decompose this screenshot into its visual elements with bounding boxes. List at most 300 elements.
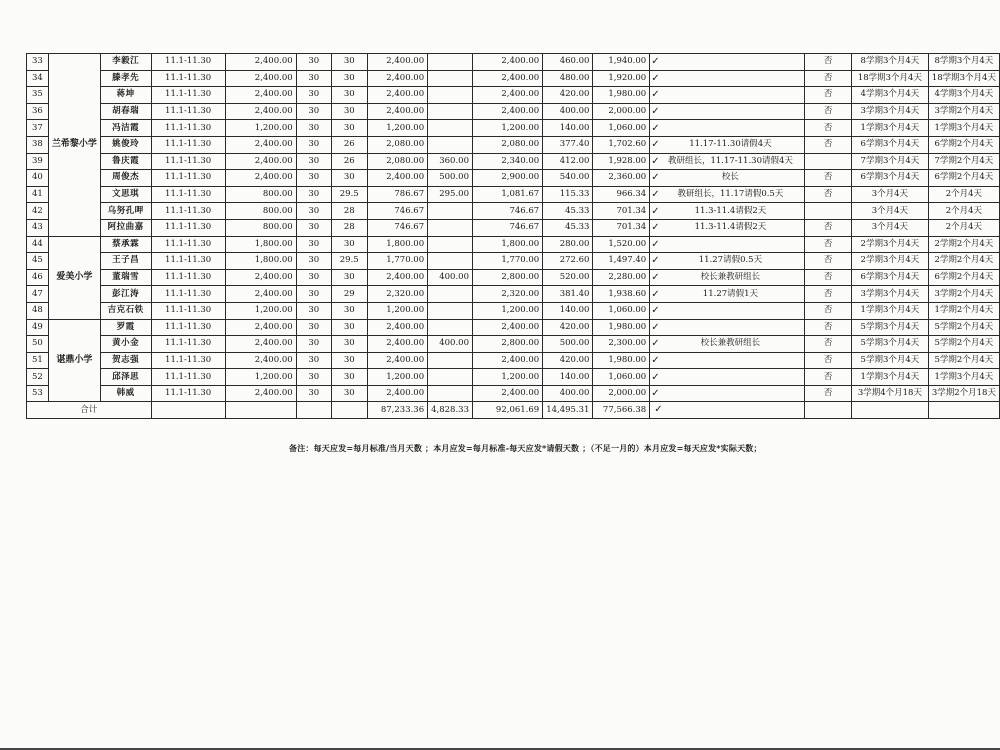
remark [650, 253, 805, 270]
net-pay: 966.34 [593, 186, 650, 203]
salary-table [26, 53, 1000, 419]
gross-pay: 1,200.00 [472, 369, 542, 386]
actual-days: 29.5 [331, 253, 367, 270]
seniority-2: 7学期2个月4天 [928, 153, 999, 170]
monthly-standard: 2,400.00 [225, 54, 296, 71]
seniority-2: 3学期2个月4天 [928, 103, 999, 120]
seniority-1: 5学期3个月4天 [852, 352, 929, 369]
actual-days: 29 [331, 286, 367, 303]
base-pay: 1,770.00 [367, 253, 428, 270]
teacher-name: 鲁庆霞 [100, 153, 151, 170]
deduction: 480.00 [543, 70, 593, 87]
gross-pay: 2,400.00 [472, 319, 542, 336]
allowance [428, 219, 473, 236]
monthly-standard: 800.00 [225, 203, 296, 220]
flag: 否 [805, 54, 852, 71]
check-mark-icon: ✓ [651, 388, 660, 400]
remark-text: 校长 [721, 172, 739, 183]
base-pay: 2,400.00 [367, 70, 428, 87]
teacher-name: 蒋坤 [100, 87, 151, 104]
base-pay: 746.67 [367, 219, 428, 236]
seniority-1: 18学期3个月4天 [852, 70, 929, 87]
monthly-standard: 1,200.00 [225, 302, 296, 319]
teacher-name: 蔡承霖 [100, 236, 151, 253]
gross-pay: 2,400.00 [472, 385, 542, 402]
deduction: 115.33 [543, 186, 593, 203]
actual-days: 30 [331, 87, 367, 104]
check-mark-icon: ✓ [651, 338, 660, 350]
allowance: 400.00 [428, 336, 473, 353]
base-pay: 2,320.00 [367, 286, 428, 303]
row-number: 46 [27, 269, 49, 286]
month-days: 30 [296, 170, 331, 187]
deduction: 420.00 [543, 87, 593, 104]
allowance [428, 385, 473, 402]
flag: 否 [805, 385, 852, 402]
seniority-2: 2学期2个月4天 [928, 253, 999, 270]
base-pay: 2,400.00 [367, 269, 428, 286]
monthly-standard: 2,400.00 [225, 385, 296, 402]
row-number: 47 [27, 286, 49, 303]
table-row [27, 286, 1000, 303]
base-pay: 2,400.00 [367, 319, 428, 336]
remark-text: 11.27请假1天 [702, 288, 759, 299]
allowance [428, 203, 473, 220]
remark [650, 54, 805, 71]
actual-days: 30 [331, 103, 367, 120]
remark [650, 385, 805, 402]
net-pay: 2,300.00 [593, 336, 650, 353]
seniority-2: 2个月4天 [928, 186, 999, 203]
teacher-name: 董瑞雪 [100, 269, 151, 286]
seniority-2: 6学期2个月4天 [928, 136, 999, 153]
remark-text: 11.17-11.30请假4天 [689, 139, 772, 150]
base-pay: 2,400.00 [367, 385, 428, 402]
base-pay: 2,400.00 [367, 336, 428, 353]
pay-period: 11.1-11.30 [151, 153, 225, 170]
deduction: 377.40 [543, 136, 593, 153]
row-number: 36 [27, 103, 49, 120]
net-pay: 2,000.00 [593, 385, 650, 402]
deduction: 45.33 [543, 203, 593, 220]
table-row [27, 253, 1000, 270]
teacher-name: 吉克石铁 [100, 302, 151, 319]
remark-text: 11.3-11.4请假2天 [694, 205, 767, 216]
total-remark [650, 402, 805, 419]
monthly-standard: 1,800.00 [225, 253, 296, 270]
seniority-1: 2学期3个月4天 [852, 253, 929, 270]
remark-text: 11.27请假0.5天 [698, 255, 763, 266]
month-days: 30 [296, 87, 331, 104]
allowance [428, 54, 473, 71]
check-mark-icon: ✓ [651, 72, 660, 84]
remark-text: 校长兼教研组长 [700, 338, 761, 349]
flag: 否 [805, 103, 852, 120]
monthly-standard: 2,400.00 [225, 336, 296, 353]
flag: 否 [805, 87, 852, 104]
deduction: 45.33 [543, 219, 593, 236]
total-allowance: 4,828.33 [428, 402, 473, 419]
monthly-standard: 2,400.00 [225, 103, 296, 120]
deduction: 381.40 [543, 286, 593, 303]
allowance [428, 70, 473, 87]
net-pay: 2,280.00 [593, 269, 650, 286]
check-mark-icon: ✓ [651, 139, 660, 151]
actual-days: 30 [331, 170, 367, 187]
seniority-1: 6学期3个月4天 [852, 136, 929, 153]
check-mark-icon: ✓ [654, 404, 663, 416]
teacher-name: 罗霞 [100, 319, 151, 336]
check-mark-icon: ✓ [651, 155, 660, 167]
seniority-1: 1学期3个月4天 [852, 120, 929, 137]
month-days: 30 [296, 186, 331, 203]
actual-days: 30 [331, 269, 367, 286]
actual-days: 30 [331, 236, 367, 253]
net-pay: 701.34 [593, 203, 650, 220]
pay-period: 11.1-11.30 [151, 385, 225, 402]
gross-pay: 746.67 [472, 219, 542, 236]
gross-pay: 1,081.67 [472, 186, 542, 203]
deduction: 400.00 [543, 103, 593, 120]
deduction: 540.00 [543, 170, 593, 187]
actual-days: 28 [331, 219, 367, 236]
monthly-standard: 2,400.00 [225, 87, 296, 104]
net-pay: 1,520.00 [593, 236, 650, 253]
teacher-name: 彭江涛 [100, 286, 151, 303]
deduction: 460.00 [543, 54, 593, 71]
table-row [27, 352, 1000, 369]
flag: 否 [805, 170, 852, 187]
gross-pay: 1,200.00 [472, 120, 542, 137]
teacher-name: 冯洁霞 [100, 120, 151, 137]
month-days: 30 [296, 302, 331, 319]
gross-pay: 2,340.00 [472, 153, 542, 170]
total-row [27, 402, 1000, 419]
actual-days: 30 [331, 369, 367, 386]
seniority-1: 5学期3个月4天 [852, 319, 929, 336]
table-row [27, 120, 1000, 137]
deduction: 272.60 [543, 253, 593, 270]
total-label: 合计 [27, 402, 152, 419]
pay-period: 11.1-11.30 [151, 269, 225, 286]
remark-text: 校长兼教研组长 [700, 272, 761, 283]
gross-pay: 2,400.00 [472, 70, 542, 87]
net-pay: 1,928.00 [593, 153, 650, 170]
total-empty [296, 402, 331, 419]
row-number: 53 [27, 385, 49, 402]
actual-days: 30 [331, 120, 367, 137]
remark-text: 教研组长，11.17-11.30请假4天 [667, 155, 793, 166]
net-pay: 2,000.00 [593, 103, 650, 120]
seniority-1: 3个月4天 [852, 203, 929, 220]
month-days: 30 [296, 286, 331, 303]
flag: 否 [805, 302, 852, 319]
allowance [428, 87, 473, 104]
month-days: 30 [296, 136, 331, 153]
gross-pay: 1,200.00 [472, 302, 542, 319]
check-mark-icon: ✓ [651, 89, 660, 101]
monthly-standard: 2,400.00 [225, 286, 296, 303]
check-mark-icon: ✓ [651, 205, 660, 217]
allowance: 400.00 [428, 269, 473, 286]
teacher-name: 姚俊玲 [100, 136, 151, 153]
deduction: 400.00 [543, 385, 593, 402]
actual-days: 28 [331, 203, 367, 220]
base-pay: 2,400.00 [367, 170, 428, 187]
allowance [428, 103, 473, 120]
seniority-2: 8学期3个月4天 [928, 54, 999, 71]
teacher-name: 阿拉曲嘉 [100, 219, 151, 236]
table-row [27, 369, 1000, 386]
check-mark-icon: ✓ [651, 106, 660, 118]
teacher-name: 滕孝先 [100, 70, 151, 87]
row-number: 34 [27, 70, 49, 87]
seniority-1: 3学期3个月4天 [852, 103, 929, 120]
school-name: 爱美小学 [48, 236, 100, 319]
seniority-2: 1学期3个月4天 [928, 120, 999, 137]
total-net: 77,566.38 [593, 402, 650, 419]
month-days: 30 [296, 253, 331, 270]
remark [650, 170, 805, 187]
seniority-2: 3学期2个月4天 [928, 286, 999, 303]
school-name: 兰希黎小学 [48, 54, 100, 237]
seniority-2: 2学期2个月4天 [928, 236, 999, 253]
monthly-standard: 2,400.00 [225, 269, 296, 286]
table-row [27, 87, 1000, 104]
gross-pay: 2,400.00 [472, 87, 542, 104]
seniority-2: 1学期3个月4天 [928, 369, 999, 386]
net-pay: 1,938.60 [593, 286, 650, 303]
seniority-2: 6学期2个月4天 [928, 269, 999, 286]
teacher-name: 乌努孔呷 [100, 203, 151, 220]
allowance [428, 236, 473, 253]
remark [650, 352, 805, 369]
seniority-1: 3学期4个月18天 [852, 385, 929, 402]
monthly-standard: 2,400.00 [225, 136, 296, 153]
month-days: 30 [296, 369, 331, 386]
row-number: 45 [27, 253, 49, 270]
deduction: 280.00 [543, 236, 593, 253]
table-row [27, 170, 1000, 187]
remark [650, 103, 805, 120]
check-mark-icon: ✓ [651, 288, 660, 300]
flag: 否 [805, 70, 852, 87]
seniority-1: 5学期3个月4天 [852, 336, 929, 353]
seniority-1: 2学期3个月4天 [852, 236, 929, 253]
gross-pay: 2,400.00 [472, 54, 542, 71]
actual-days: 26 [331, 136, 367, 153]
table-row [27, 269, 1000, 286]
table-row [27, 219, 1000, 236]
row-number: 48 [27, 302, 49, 319]
month-days: 30 [296, 269, 331, 286]
month-days: 30 [296, 385, 331, 402]
gross-pay: 2,320.00 [472, 286, 542, 303]
seniority-2: 1学期2个月4天 [928, 302, 999, 319]
seniority-1: 1学期3个月4天 [852, 302, 929, 319]
pay-period: 11.1-11.30 [151, 186, 225, 203]
pay-period: 11.1-11.30 [151, 319, 225, 336]
flag: 否 [805, 319, 852, 336]
month-days: 30 [296, 103, 331, 120]
net-pay: 1,940.00 [593, 54, 650, 71]
flag: 否 [805, 269, 852, 286]
row-number: 33 [27, 54, 49, 71]
row-number: 41 [27, 186, 49, 203]
seniority-1: 8学期3个月4天 [852, 54, 929, 71]
table-row [27, 385, 1000, 402]
remark [650, 120, 805, 137]
month-days: 30 [296, 120, 331, 137]
total-empty [805, 402, 852, 419]
table-row [27, 103, 1000, 120]
row-number: 50 [27, 336, 49, 353]
row-number: 39 [27, 153, 49, 170]
base-pay: 1,200.00 [367, 302, 428, 319]
base-pay: 1,200.00 [367, 120, 428, 137]
month-days: 30 [296, 319, 331, 336]
deduction: 420.00 [543, 352, 593, 369]
allowance: 360.00 [428, 153, 473, 170]
pay-period: 11.1-11.30 [151, 286, 225, 303]
row-number: 44 [27, 236, 49, 253]
remark [650, 136, 805, 153]
month-days: 30 [296, 54, 331, 71]
total-gross: 92,061.69 [472, 402, 542, 419]
allowance [428, 352, 473, 369]
gross-pay: 2,800.00 [472, 269, 542, 286]
gross-pay: 2,900.00 [472, 170, 542, 187]
remark [650, 203, 805, 220]
monthly-standard: 2,400.00 [225, 319, 296, 336]
pay-period: 11.1-11.30 [151, 336, 225, 353]
base-pay: 746.67 [367, 203, 428, 220]
seniority-2: 6学期2个月4天 [928, 170, 999, 187]
check-mark-icon: ✓ [651, 56, 660, 68]
flag: 否 [805, 352, 852, 369]
net-pay: 1,980.00 [593, 87, 650, 104]
actual-days: 29.5 [331, 186, 367, 203]
row-number: 51 [27, 352, 49, 369]
base-pay: 2,400.00 [367, 87, 428, 104]
seniority-1: 7学期3个月4天 [852, 153, 929, 170]
table-body [27, 54, 1000, 419]
gross-pay: 2,400.00 [472, 352, 542, 369]
remark [650, 70, 805, 87]
allowance [428, 369, 473, 386]
check-mark-icon: ✓ [651, 189, 660, 201]
gross-pay: 1,800.00 [472, 236, 542, 253]
gross-pay: 746.67 [472, 203, 542, 220]
seniority-2: 2个月4天 [928, 203, 999, 220]
deduction: 140.00 [543, 302, 593, 319]
flag: 否 [805, 253, 852, 270]
remark [650, 153, 805, 170]
remark-text: 教研组长，11.17请假0.5天 [677, 189, 784, 200]
remark [650, 87, 805, 104]
teacher-name: 李毅江 [100, 54, 151, 71]
table-row [27, 70, 1000, 87]
total-base: 87,233.36 [367, 402, 428, 419]
base-pay: 1,800.00 [367, 236, 428, 253]
net-pay: 701.34 [593, 219, 650, 236]
actual-days: 30 [331, 385, 367, 402]
pay-period: 11.1-11.30 [151, 54, 225, 71]
teacher-name: 文思琪 [100, 186, 151, 203]
row-number: 37 [27, 120, 49, 137]
allowance [428, 319, 473, 336]
row-number: 35 [27, 87, 49, 104]
monthly-standard: 1,200.00 [225, 120, 296, 137]
actual-days: 30 [331, 336, 367, 353]
remark [650, 219, 805, 236]
pay-period: 11.1-11.30 [151, 103, 225, 120]
base-pay: 2,080.00 [367, 136, 428, 153]
pay-period: 11.1-11.30 [151, 369, 225, 386]
seniority-2: 3学期2个月18天 [928, 385, 999, 402]
seniority-2: 5学期2个月4天 [928, 319, 999, 336]
base-pay: 2,400.00 [367, 54, 428, 71]
check-mark-icon: ✓ [651, 222, 660, 234]
seniority-1: 3个月4天 [852, 186, 929, 203]
pay-period: 11.1-11.30 [151, 352, 225, 369]
allowance [428, 136, 473, 153]
flag: 否 [805, 186, 852, 203]
actual-days: 30 [331, 70, 367, 87]
net-pay: 1,060.00 [593, 369, 650, 386]
deduction: 140.00 [543, 120, 593, 137]
seniority-2: 5学期2个月4天 [928, 336, 999, 353]
monthly-standard: 1,200.00 [225, 369, 296, 386]
gross-pay: 2,800.00 [472, 336, 542, 353]
net-pay: 1,980.00 [593, 352, 650, 369]
seniority-2: 2个月4天 [928, 219, 999, 236]
check-mark-icon: ✓ [651, 321, 660, 333]
pay-period: 11.1-11.30 [151, 87, 225, 104]
check-mark-icon: ✓ [651, 305, 660, 317]
net-pay: 1,060.00 [593, 120, 650, 137]
monthly-standard: 1,800.00 [225, 236, 296, 253]
allowance [428, 253, 473, 270]
deduction: 420.00 [543, 319, 593, 336]
seniority-1: 3个月4天 [852, 219, 929, 236]
total-empty [331, 402, 367, 419]
teacher-name: 韩威 [100, 385, 151, 402]
table-row [27, 153, 1000, 170]
monthly-standard: 2,400.00 [225, 352, 296, 369]
net-pay: 2,360.00 [593, 170, 650, 187]
remark [650, 302, 805, 319]
teacher-name: 邱泽思 [100, 369, 151, 386]
teacher-name: 王子昌 [100, 253, 151, 270]
month-days: 30 [296, 219, 331, 236]
remark [650, 186, 805, 203]
table-row [27, 203, 1000, 220]
net-pay: 1,497.40 [593, 253, 650, 270]
allowance [428, 302, 473, 319]
check-mark-icon: ✓ [651, 272, 660, 284]
pay-period: 11.1-11.30 [151, 70, 225, 87]
seniority-2: 4学期3个月4天 [928, 87, 999, 104]
base-pay: 2,080.00 [367, 153, 428, 170]
seniority-1: 6学期3个月4天 [852, 269, 929, 286]
check-mark-icon: ✓ [651, 122, 660, 134]
flag [805, 203, 852, 220]
table-row [27, 54, 1000, 71]
check-mark-icon: ✓ [651, 238, 660, 250]
actual-days: 30 [331, 302, 367, 319]
seniority-1: 3学期3个月4天 [852, 286, 929, 303]
